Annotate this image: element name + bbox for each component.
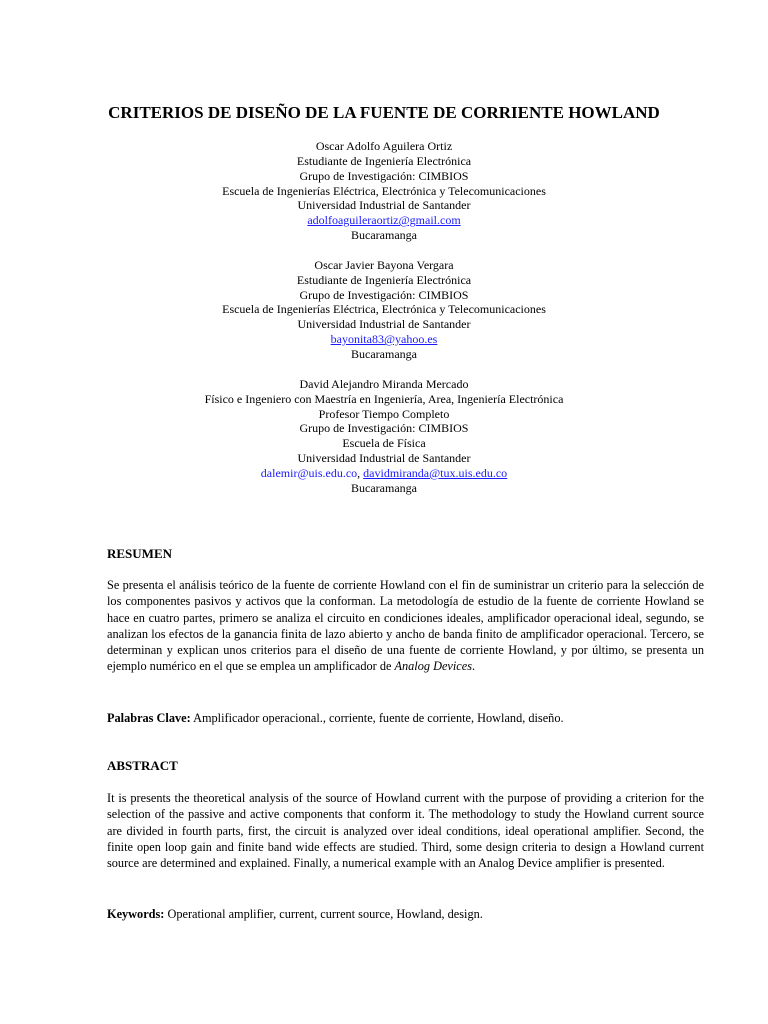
- authors-block: [0, 139, 768, 511]
- author-email-link[interactable]: bayonita83@yahoo.es: [330, 332, 438, 347]
- author-university: Universidad Industrial de Santander: [297, 317, 471, 332]
- resumen-heading: RESUMEN: [107, 546, 173, 561]
- author-name: Oscar Adolfo Aguilera Ortiz: [315, 139, 453, 153]
- author-city: Bucaramanga: [351, 346, 417, 361]
- author-group: Grupo de Investigación: CIMBIOS: [299, 168, 469, 183]
- palabras-clave-text: Amplificador operacional., corriente, fuente de corriente, Howland, diseño.: [190, 711, 564, 725]
- author-university: Universidad Industrial de Santander: [297, 451, 471, 466]
- palabras-clave: [107, 710, 704, 726]
- abstract-heading: ABSTRACT: [107, 758, 178, 773]
- author-role: Estudiante de Ingeniería Electrónica: [296, 153, 472, 168]
- author-city: Bucaramanga: [351, 480, 417, 495]
- paper-title: CRITERIOS DE DISEÑO DE LA FUENTE DE CORRIENTE HOWLAND: [108, 103, 660, 122]
- author-email-link[interactable]: dalemir@uis.edu.co: [260, 465, 358, 480]
- abstract-paragraph: It is presents the theoretical analysis of the source of Howland current with the purpose of providing a criterion for the selection of the passive and active components that conform it. The methodology to study the Howland current source are divided in fourth parts, first, the circuit is analyzed over ideal conditions, ideal operational amplifier. Second, the finite open loop gain and finite band wide effects are studied. Third, some design criteria to design a Howland current source are determined and explained. Finally, a numerical example with an Analog Device amplifier is presented.: [107, 791, 704, 871]
- keywords: [107, 906, 704, 922]
- author-school: Escuela de Ingenierías Eléctrica, Electrónica y Telecomunicaciones: [222, 183, 546, 198]
- author-group: Grupo de Investigación: CIMBIOS: [299, 421, 469, 436]
- author-email-link[interactable]: adolfoaguileraortiz@gmail.com: [307, 213, 461, 228]
- author-role: Físico e Ingeniero con Maestría en Ingeniería, Area, Ingeniería Electrónica: [204, 391, 564, 406]
- resumen-paragraph: [107, 577, 704, 675]
- author-2: [0, 258, 768, 362]
- author-school: Escuela de Física: [342, 436, 426, 451]
- author-1: [0, 139, 768, 243]
- author-3: [0, 377, 768, 496]
- author-position: Profesor Tiempo Completo: [318, 406, 450, 421]
- resumen-text-end: .: [472, 659, 476, 674]
- author-name: David Alejandro Miranda Mercado: [299, 376, 469, 391]
- author-city: Bucaramanga: [351, 228, 417, 243]
- keywords-label: Keywords:: [107, 907, 165, 921]
- palabras-clave-label: Palabras Clave:: [107, 711, 191, 725]
- resumen-italic-term: Analog Devices: [394, 659, 473, 674]
- author-name: Oscar Javier Bayona Vergara: [314, 257, 454, 272]
- resumen-text: Se presenta el análisis teórico de la fuente de corriente Howland con el fin de suministrar un criterio para la selección de los componentes pasivos y activos que la conforman. La metodología de estudio de la fuente de corriente Howland se hace en cuatro partes, primero se analiza el circuito en condiciones ideales, amplificador operacional ideal, segundo, se analizan los efectos de la ganancia finita de lazo abierto y ancho de banda finito de amplificador operacional. Tercero, se determinan y explican unos criterios para el diseño de una fuente de corriente Howland, y por último, se presenta un ejemplo numérico en el que se emplea un amplificador de: [107, 578, 704, 674]
- author-group: Grupo de Investigación: CIMBIOS: [299, 287, 469, 302]
- author-email-link[interactable]: davidmiranda@tux.uis.edu.co: [363, 465, 508, 480]
- email-separator: ,: [357, 465, 361, 480]
- author-university: Universidad Industrial de Santander: [297, 198, 471, 213]
- author-role: Estudiante de Ingeniería Electrónica: [296, 272, 472, 287]
- keywords-text: Operational amplifier, current, current source, Howland, design.: [164, 907, 483, 921]
- author-school: Escuela de Ingenierías Eléctrica, Electrónica y Telecomunicaciones: [222, 302, 546, 317]
